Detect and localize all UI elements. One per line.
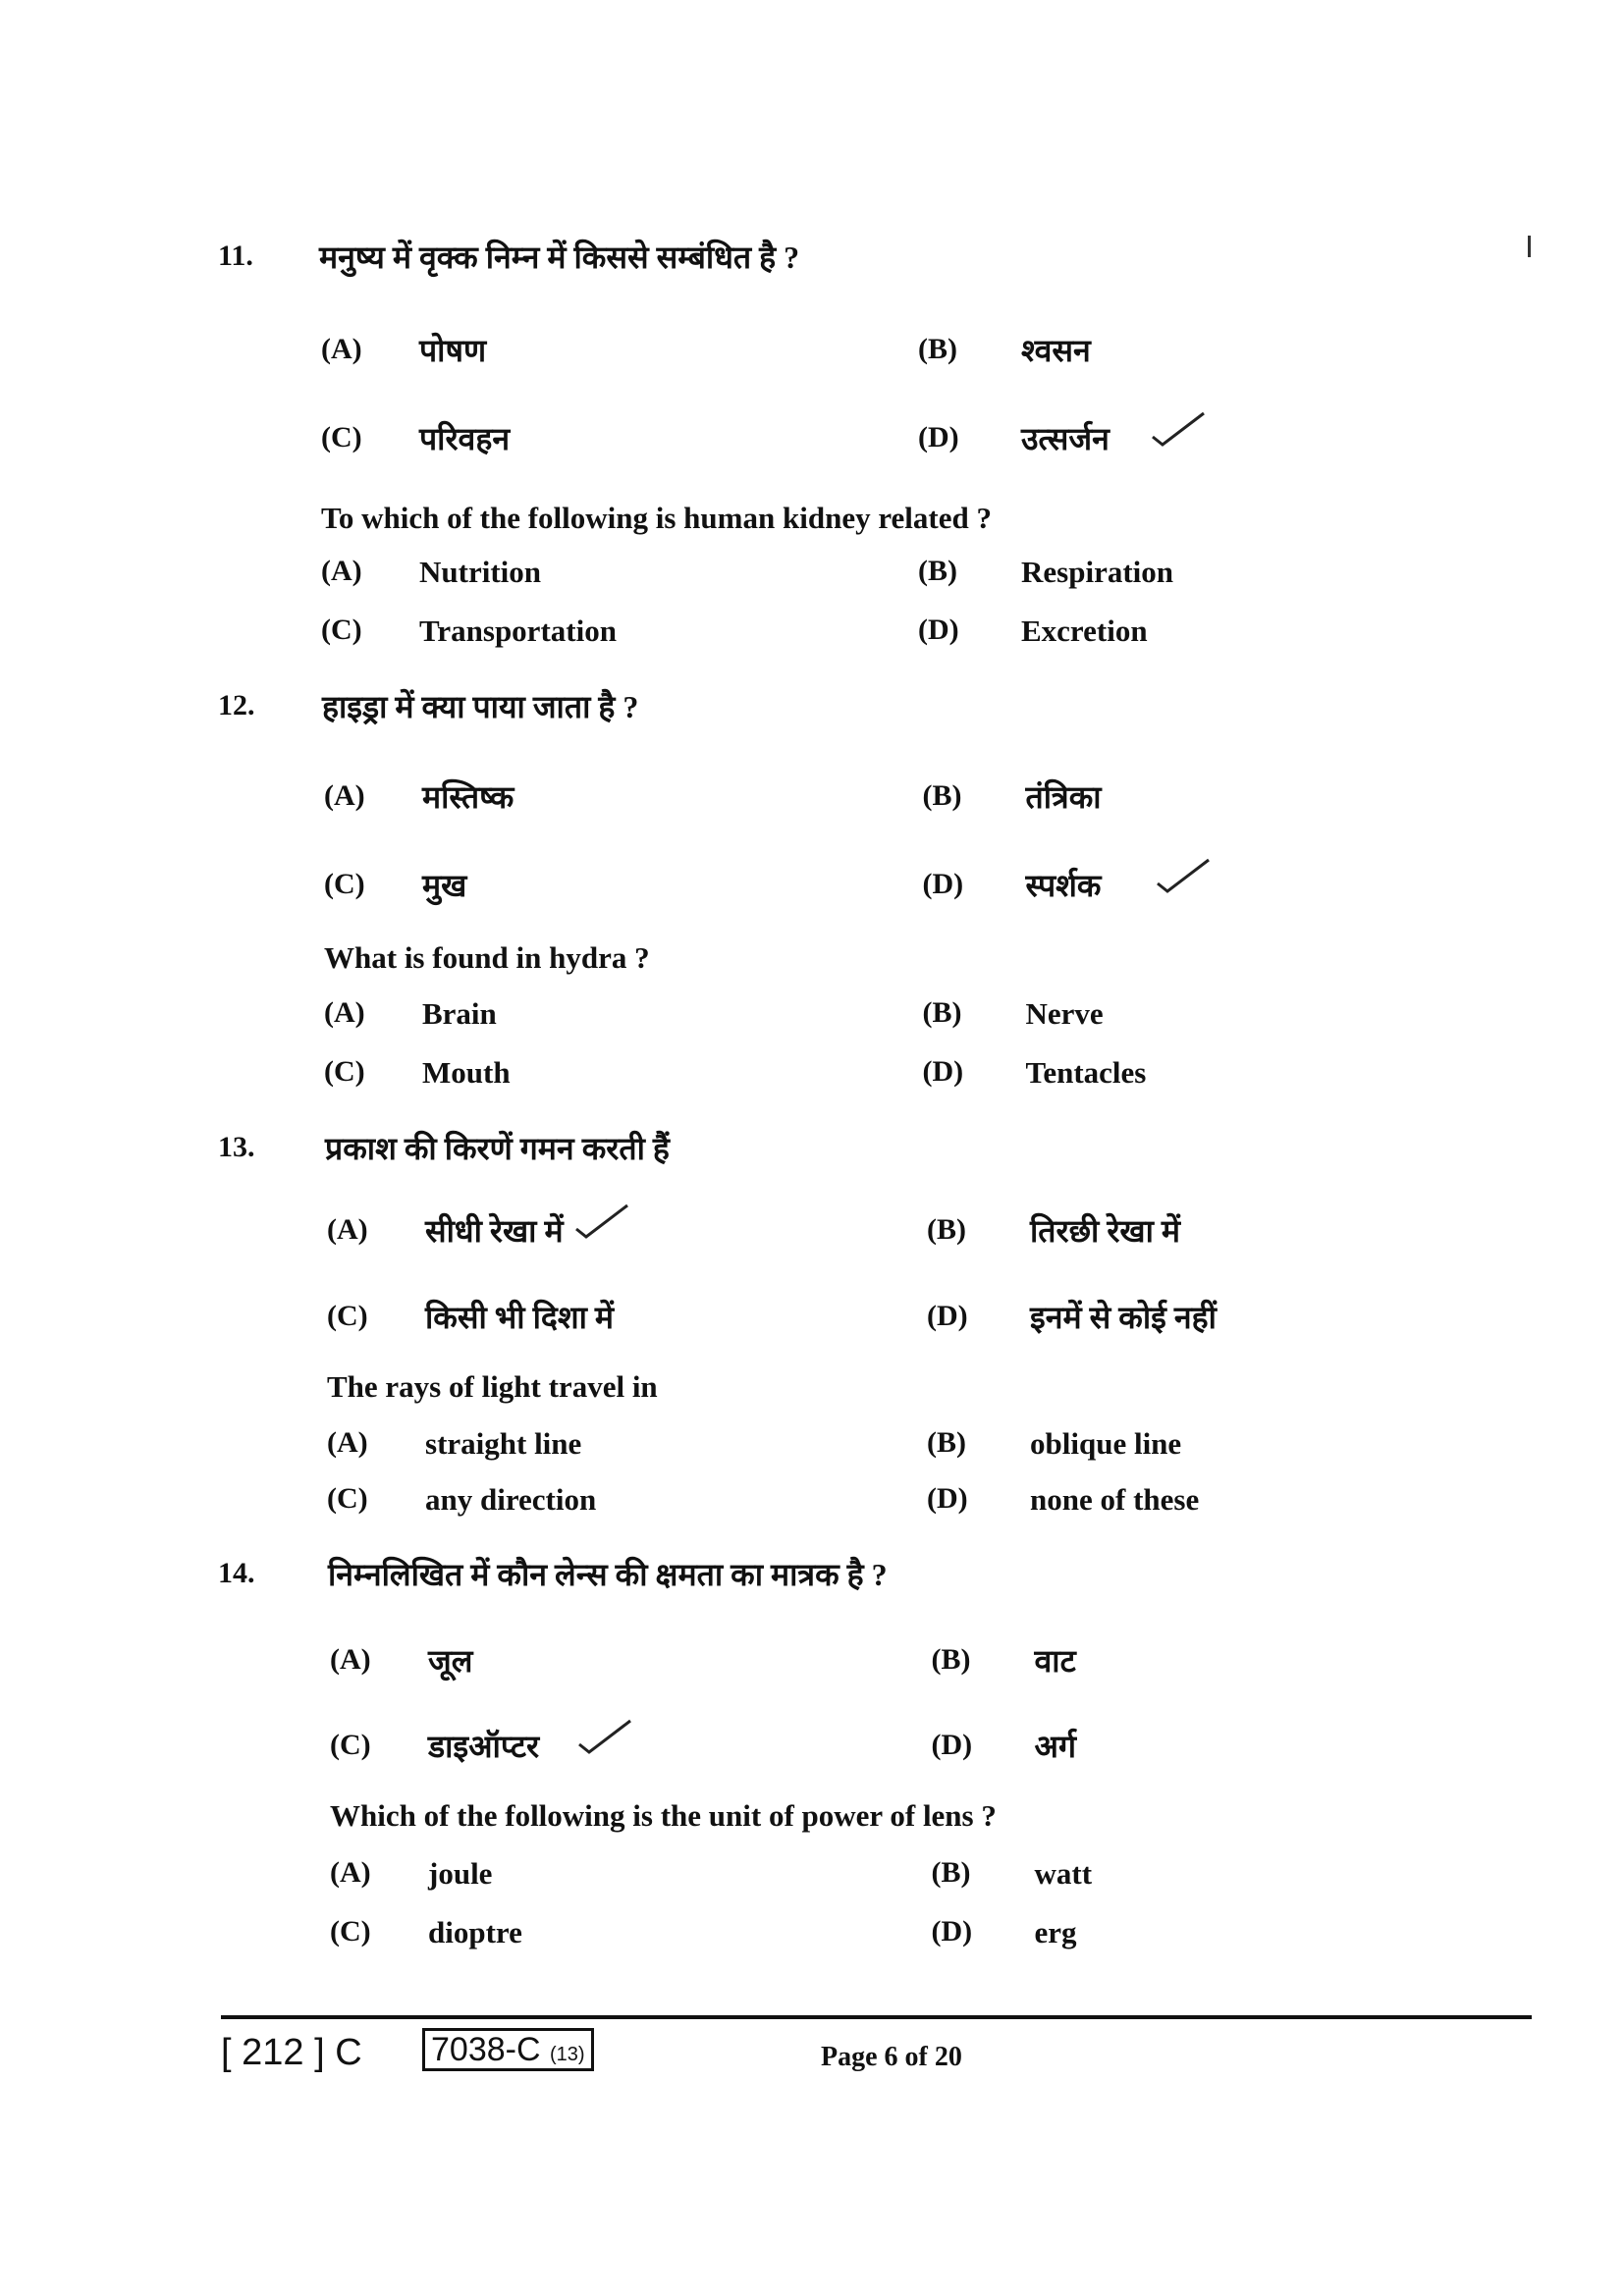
option-label-d: (D) [918,614,959,646]
option-label-b: (B) [927,1426,966,1459]
option-label-c: (C) [324,868,365,900]
english-option-a: Nutrition [419,555,541,589]
footer-code-sub: (13) [549,2044,585,2065]
footer-code: 7038-C [431,2031,541,2068]
option-label-b: (B) [922,779,962,812]
option-label-d: (D) [931,1729,973,1761]
hindi-option-a: मस्तिष्क [422,779,514,815]
english-option-c: Mouth [422,1055,511,1090]
hindi-option-b: तंत्रिका [1025,779,1102,815]
option-label-a: (A) [324,779,365,812]
question-text-english: To which of the following is human kidney related ? [321,501,992,535]
english-option-c: any direction [425,1482,597,1517]
option-label-d: (D) [922,868,964,900]
option-label-c: (C) [327,1300,368,1332]
english-option-a: Brain [422,996,497,1031]
question-text-hindi: हाइड्रा में क्या पाया जाता है ? [322,689,639,724]
option-label-a: (A) [321,555,362,587]
option-label-b: (B) [922,996,962,1029]
question-text-hindi: निम्नलिखित में कौन लेन्स की क्षमता का मात्रक है ? [328,1557,888,1592]
hindi-option-a: जूल [428,1643,473,1679]
option-label-c: (C) [321,421,362,454]
english-option-c: Transportation [419,614,617,648]
option-label-b: (B) [918,333,957,365]
question-number: 11. [218,240,253,272]
hindi-option-a: पोषण [419,333,487,368]
hindi-option-c: मुख [422,868,467,903]
question-number: 13. [218,1131,255,1163]
page-number: Page 6 of 20 [821,2042,962,2072]
hindi-option-c: परिवहन [419,421,511,456]
option-label-d: (D) [922,1055,964,1088]
option-label-a: (A) [327,1426,368,1459]
checkmark-icon [572,1201,631,1241]
question-text-english: Which of the following is the unit of power of lens ? [330,1798,997,1833]
option-label-c: (C) [321,614,362,646]
english-option-d: Excretion [1021,614,1148,648]
hindi-option-b: तिरछी रेखा में [1030,1213,1181,1249]
checkmark-icon [1154,856,1213,895]
question-number: 12. [218,689,255,721]
question-text-english: What is found in hydra ? [324,940,650,975]
footer-rule [221,2015,1532,2019]
question-text-hindi: मनुष्य में वृक्क निम्न में किससे सम्बंधित है ? [319,240,800,275]
footer-series: [ 212 ] C [221,2032,362,2073]
hindi-option-c: किसी भी दिशा में [425,1300,615,1335]
english-option-b: Respiration [1021,555,1173,589]
option-label-c: (C) [330,1729,371,1761]
english-option-d: none of these [1030,1482,1200,1517]
english-option-b: oblique line [1030,1426,1182,1461]
question-number: 14. [218,1557,255,1589]
english-option-b: watt [1034,1856,1093,1891]
option-label-b: (B) [931,1856,971,1889]
option-label-a: (A) [324,996,365,1029]
option-label-c: (C) [324,1055,365,1088]
option-label-a: (A) [327,1213,368,1246]
option-label-c: (C) [327,1482,368,1515]
english-option-b: Nerve [1025,996,1104,1031]
hindi-option-a: सीधी रेखा में [425,1213,564,1249]
option-label-d: (D) [918,421,959,454]
hindi-option-d: स्पर्शक [1025,868,1102,903]
option-label-a: (A) [321,333,362,365]
option-label-a: (A) [330,1856,371,1889]
option-label-d: (D) [931,1915,973,1948]
checkmark-icon [575,1717,634,1756]
option-label-b: (B) [927,1213,966,1246]
question-text-english: The rays of light travel in [327,1369,658,1404]
english-option-a: straight line [425,1426,582,1461]
hindi-option-b: वाट [1034,1643,1076,1679]
footer-code-box [422,2028,594,2070]
english-option-d: erg [1034,1915,1077,1949]
option-label-d: (D) [927,1482,968,1515]
checkmark-icon [1149,409,1208,449]
english-option-a: joule [428,1856,493,1891]
question-text-hindi: प्रकाश की किरणें गमन करती हैं [325,1131,670,1166]
english-option-c: dioptre [428,1915,522,1949]
option-label-d: (D) [927,1300,968,1332]
hindi-option-b: श्वसन [1021,333,1091,368]
english-option-d: Tentacles [1025,1055,1147,1090]
option-label-b: (B) [918,555,957,587]
hindi-option-d: इनमें से कोई नहीं [1030,1300,1217,1335]
hindi-option-d: उत्सर्जन [1021,421,1110,456]
option-label-a: (A) [330,1643,371,1676]
hindi-option-d: अर्ग [1034,1729,1076,1764]
hindi-option-c: डाइऑप्टर [428,1729,540,1764]
scan-mark [1528,236,1531,257]
option-label-c: (C) [330,1915,371,1948]
option-label-b: (B) [931,1643,971,1676]
